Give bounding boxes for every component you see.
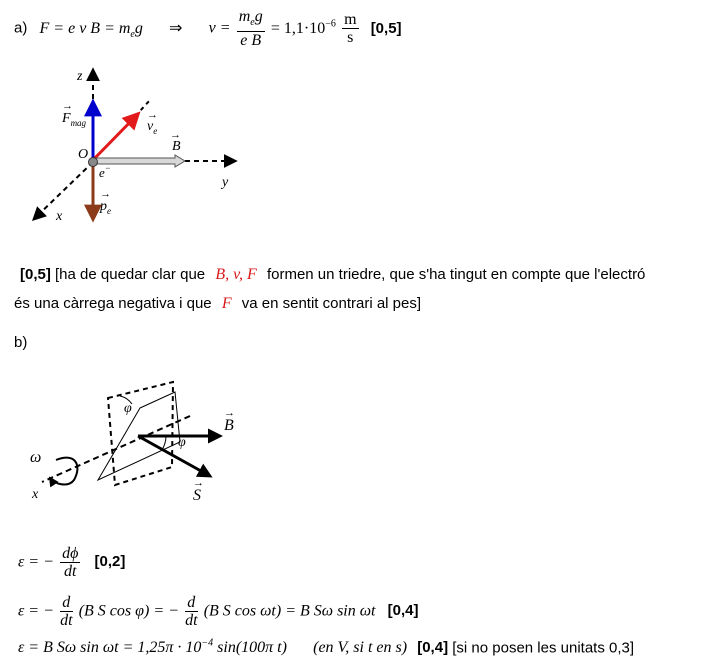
- electron-label: e−: [99, 163, 111, 180]
- eq1-score: [0,2]: [94, 553, 126, 571]
- x-label: x: [56, 209, 63, 224]
- force-symbol: F: [221, 295, 232, 312]
- velocity-fraction: $\frac{m_eg}{\text{e B}}$: [238, 8, 263, 50]
- s-label: S: [193, 487, 201, 504]
- note-a-score: [0,5]: [20, 266, 51, 283]
- figure-b-loop-diagram: [20, 372, 260, 512]
- note-a-line-2: és una càrrega negativa i que F va en sentit contrari al pes]: [14, 295, 422, 312]
- weight-label: $p_e$: [100, 199, 111, 216]
- angle-arc-mid: [162, 436, 166, 450]
- velocity-lhs: v =: [208, 19, 231, 37]
- eq3-note: [si no posen les unitats 0,3]: [452, 639, 635, 657]
- svg-text:→: →: [224, 407, 235, 419]
- eq3-units: (en V, si t en s): [313, 639, 408, 657]
- velocity-arrow: [93, 114, 138, 160]
- part-a-label: a): [14, 19, 28, 37]
- phi-mid-label: φ: [178, 435, 186, 450]
- b-field-label: B: [172, 139, 181, 154]
- rotation-arrow: [50, 458, 77, 485]
- velocity-value: = $1,1\cdot 10^{-6}$: [270, 18, 336, 37]
- eq2-score: [0,4]: [387, 602, 419, 620]
- origin-label: O: [78, 147, 89, 162]
- z-label: z: [77, 69, 83, 84]
- f-mag-label: $F_{mag}$: [62, 111, 87, 128]
- x-axis: [34, 162, 93, 219]
- x-axis-label: x: [32, 487, 39, 502]
- y-label: y: [222, 175, 229, 190]
- velocity-label: $v_e$: [147, 119, 158, 136]
- part-a-equation: a) F = e v $B = m_eg$ ⇒ v = $\frac{m_eg}{\text{e B}}$ = $1,1\cdot 10^{-6}$ $\frac{m}{s}$ [0,5]: [14, 8, 402, 50]
- phi-top-label: φ: [124, 401, 132, 416]
- svg-text:→: →: [100, 188, 111, 200]
- svg-text:→: →: [170, 129, 181, 141]
- omega-label: ω: [30, 449, 42, 466]
- b-label: B: [224, 417, 234, 434]
- force-equation: F = e v B = m: [39, 19, 131, 37]
- figure-a-axes-diagram: [20, 62, 280, 232]
- vector-triad: B, v, F: [215, 266, 257, 283]
- note-a-line-1: [0,5] [ha de quedar clar que B, v, F formen un triedre, que s'ha tingut en compte que l'electró: [20, 266, 646, 283]
- svg-text:→: →: [147, 109, 158, 121]
- svg-text:→: →: [193, 477, 204, 489]
- velocity-unit: $\frac{m}{s}$: [344, 11, 357, 47]
- eq3-score: [0,4]: [417, 639, 449, 657]
- part-a-score: [0,5]: [370, 19, 402, 37]
- electron-dot: [89, 158, 98, 167]
- part-b-label: b): [14, 334, 28, 351]
- svg-text:→: →: [62, 100, 73, 112]
- equation-emf-1: ε = − $\frac{d\phi}{dt}$ [0,2]: [18, 545, 126, 580]
- implies-symbol: ⇒: [169, 19, 183, 37]
- equation-emf-3: ε = B Sω $\sin \omega t = 1,25\pi \cdot 10^{-4}$ sin(100π t) (en V, si t en s) [0,4] [si no posen les unitats 0,3]: [18, 638, 635, 657]
- equation-emf-2: ε = − $\frac{d}{dt}$ (B S cos φ) = − $\frac{d}{dt}$ (B S cos ωt) = B Sω sin ωt [0,4]: [18, 594, 419, 629]
